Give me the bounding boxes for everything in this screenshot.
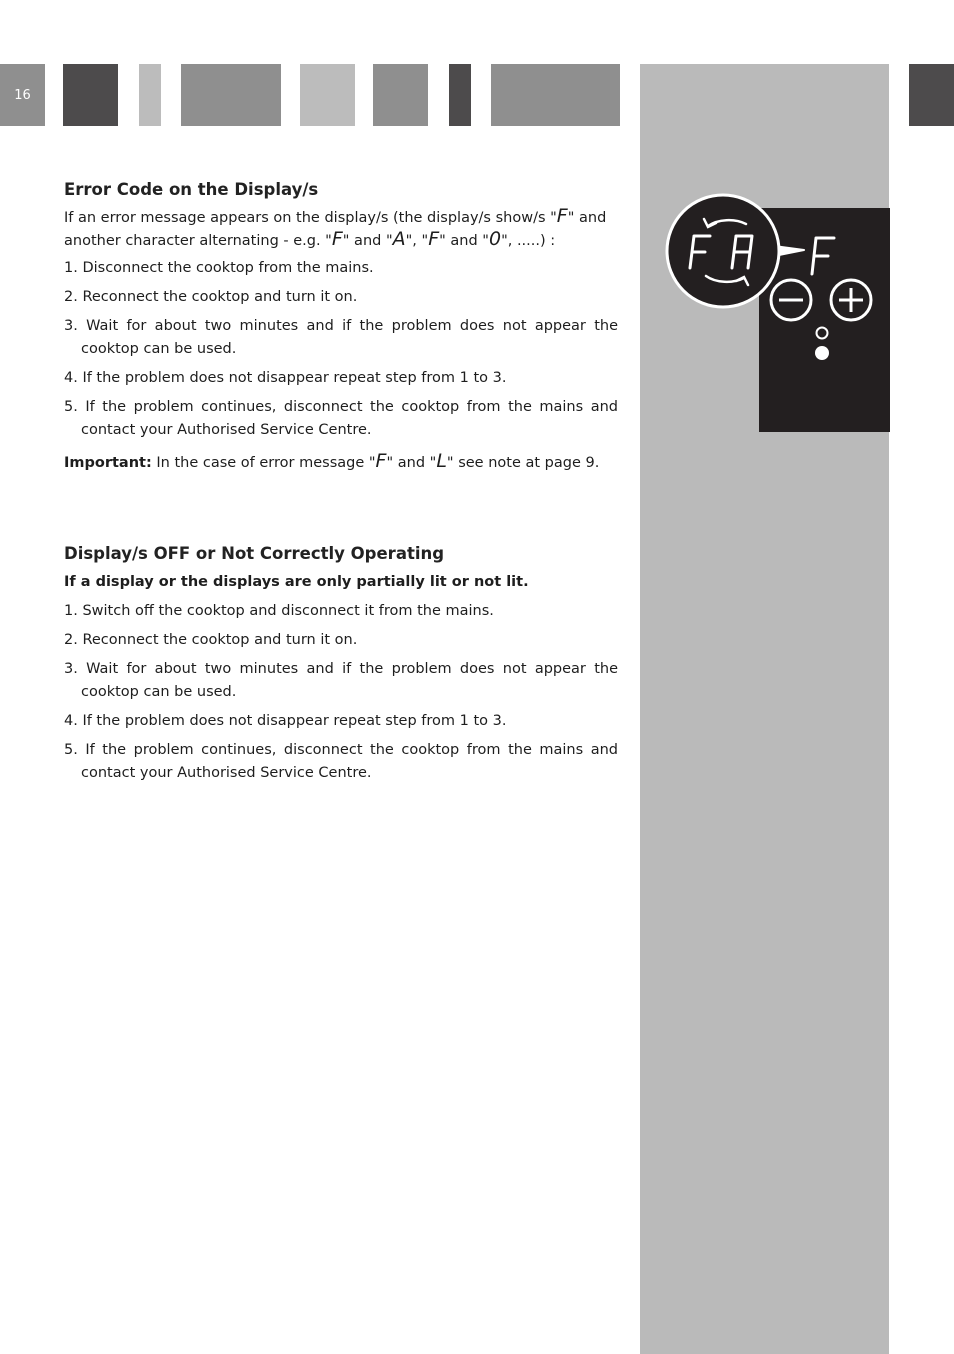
list-item: 1. Disconnect the cooktop from the mains. [64,260,374,276]
list-item: 2. Reconnect the cooktop and turn it on. [64,289,358,305]
section-heading: Display/s OFF or Not Correctly Operating [64,544,445,563]
list-item: 3. Wait for about two minutes and if the problem does not appear the cooktop can be used. [64,318,618,357]
important-text: " and " [386,455,437,471]
error-code-section [64,178,618,475]
list-item: 1. Switch off the cooktop and disconnect it from the mains. [64,603,494,619]
illustration-svg [664,190,894,440]
intro-text: " and " [439,233,489,249]
display-char: F [331,228,343,250]
list-item: 2. Reconnect the cooktop and turn it on. [64,632,358,648]
display-char: F [556,205,568,227]
callout-circle [667,195,779,307]
header-block [909,64,954,126]
header-block [139,64,161,126]
cooktop-display-illustration [664,190,894,440]
display-char: L [436,450,447,472]
header-block [300,64,355,126]
list-item: 4. If the problem does not disappear repeat step from 1 to 3. [64,370,507,386]
important-text: " see note at page 9. [446,455,600,471]
header-block [449,64,471,126]
list-item: 5. If the problem continues, disconnect the cooktop from the mains and contact your Authorised Service Centre. [64,742,618,781]
section-subheading: If a display or the displays are only partially lit or not lit. [64,574,529,590]
important-label: Important: [64,455,152,471]
intro-text: ", " [405,233,429,249]
display-char: F [428,228,440,250]
header-block [63,64,118,126]
display-char: A [392,228,406,250]
list-item: 3. Wait for about two minutes and if the problem does not appear the cooktop can be used. [64,661,618,700]
intro-text: ", .....) : [501,233,556,249]
steps-list [64,600,618,785]
list-item: 5. If the problem continues, disconnect the cooktop from the mains and contact your Authorised Service Centre. [64,399,618,438]
indicator-dot-filled [815,346,829,360]
intro-paragraph [64,207,618,253]
header-block [491,64,620,126]
display-char: 0 [488,228,502,250]
intro-text: " and " [342,233,393,249]
display-char: F [375,450,387,472]
important-note [64,452,618,475]
header-block [181,64,281,126]
main-content [64,178,618,791]
display-off-section [64,542,618,785]
header-block [373,64,428,126]
section-heading: Error Code on the Display/s [64,180,319,199]
important-text: In the case of error message " [156,455,376,471]
intro-text: " and another character alternating - e.g. " [64,210,607,249]
intro-text: If an error message appears on the display/s (the display/s show/s " [64,210,557,226]
steps-list [64,257,618,442]
list-item: 4. If the problem does not disappear repeat step from 1 to 3. [64,713,507,729]
page-number: 16 [0,64,45,126]
